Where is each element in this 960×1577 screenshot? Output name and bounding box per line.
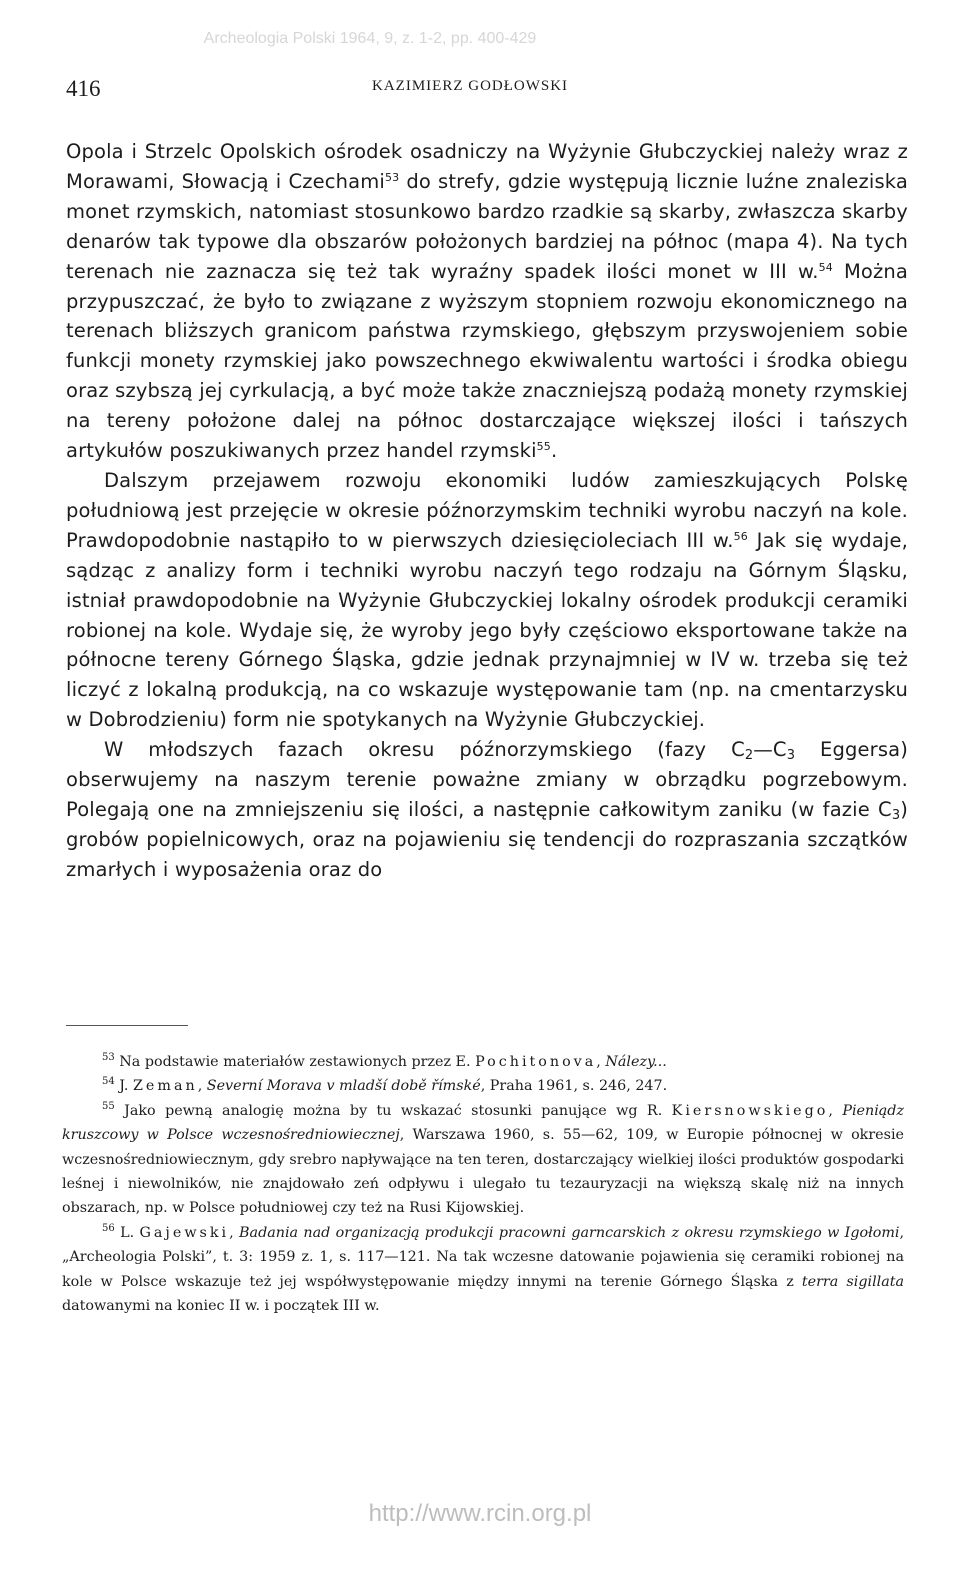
paragraph: W młodszych fazach okresu późnorzymskiego (fazy $C_2—C_3$ Eggersa) obserwujemy na naszym terenie poważne zmiany w obrządku pogrzebowym. Polegają one na zmniejszeniu się ilości, a następnie całkowitym zaniku (w fazie $C_3$) grobów popielnicowych, oraz na pojawieniu się tendencji do rozpraszania szczątków zmarłych i wyposażenia oraz do: [66, 738, 909, 881]
main-text: [66, 137, 908, 885]
footnote: $^{53}$ Na podstawie materiałów zestawionych przez E. Pochitonova, Nálezy...: [102, 1052, 667, 1070]
footnote-ref: 54: [818, 260, 833, 274]
page-header: [66, 76, 906, 108]
source-watermark: Archeologia Polski 1964, 9, z. 1-2, pp. 400-429: [203, 30, 537, 47]
paragraph: Dalszym przejawem rozwoju ekonomiki ludów zamieszkujących Polskę południową jest przejęcie w okresie późnorzymskim techniki wyrobu naczyń na kole. Prawdopodobnie nastąpiło to w pierwszych dziesięcioleciach III w.$^{56}$ Jak się wydaje, sądząc z analizy form i techniki wyrobu naczyń tego rodzaju na Górnym Śląsku, istniał prawdopodobnie na Wyżynie Głubczyckiej lokalny ośrodek produkcji ceramiki robionej na kole. Wydaje się, że wyroby jego były częściowo eksportowane także na północne tereny Górnego Śląska, gdzie jednak przynajmniej w IV w. trzeba się też liczyć z lokalną produkcją, na co wskazuje występowanie tam (np. na cmentarzysku w Dobrodzieniu) form nie spotykanych na Wyżynie Głubczyckiej.: [66, 468, 908, 732]
footnote: $^{56}$ L. Gajewski, Badania nad organizacją produkcji pracowni garncarskich z okresu rzymskiego w Igołomi, „Archeologia Polski”, t. 3: 1959 z. 1, s. 117—121. Na tak wczesne datowanie pojawienia się ceramiki robionej na kole w Polsce wskazuje też jej współwystępowanie między innymi na terenie Górnego Śląska z terra sigillata datowanymi na koniec II w. i początek III w.: [62, 1222, 905, 1315]
running-head-author: KAZIMIERZ GODŁOWSKI: [372, 78, 569, 94]
footnote-separator: [66, 1025, 188, 1026]
footnote-ref: 56: [733, 529, 748, 543]
footnote-ref: 53: [384, 170, 400, 184]
url-watermark: http://www.rcin.org.pl: [368, 1500, 592, 1527]
page-number: 416: [66, 76, 101, 101]
paragraph: Opola i Strzelc Opolskich ośrodek osadniczy na Wyżynie Głubczyckiej należy wraz z Morawami, Słowacją i Czechami$^{53}$ do strefy, gdzie występują licznie luźne znaleziska monet rzymskich, natomiast stosunkowo bardzo rzadkie są skarby, zwłaszcza skarby denarów tak typowe dla obszarów położonych bardziej na północ (mapa 4). Na tych terenach nie zaznacza się też tak wyraźny spadek ilości monet w III w.$^{54}$ Można przypuszczać, że było to związane z wyższym stopniem rozwoju ekonomicznego na terenach bliższych granicom państwa rzymskiego, głębszym przyswojeniem sobie funkcji monety rzymskiej jako powszechnego ekwiwalentu wartości i środka obiegu oraz szybszą jej cyrkulacją, a być może także znaczniejszą podażą monety rzymskiej na tereny położone dalej na północ dostarczające większej ilości i tańszych artykułów poszukiwanych przez handel rzymski$^{55}$.: [66, 140, 908, 463]
footnote: $^{54}$ J. Zeman, Severní Morava v mladší době římské, Praha 1961, s. 246, 247.: [102, 1076, 668, 1095]
footnote: $^{55}$ Jako pewną analogię można by tu wskazać stosunki panujące wg R. Kiersnowskiego, Pieniądz kruszcowy w Polsce wczesnośredniowiecznej, Warszawa 1960, s. 55—62, 109, w Europie północnej w okresie wczesnośredniowiecznym, gdy srebro napływające na ten teren, dostarczający wielkiej ilości produktów gospodarki leśnej i niewolników, nie znajdowało zeń odpływu i ulegało tu tezauryzacji na większą skalę niż na innych obszarach, np. w Polsce południowej czy też na Rusi Kijowskiej.: [62, 1100, 905, 1217]
footnotes: [62, 1050, 904, 1318]
footnote-ref: 55: [536, 440, 551, 454]
